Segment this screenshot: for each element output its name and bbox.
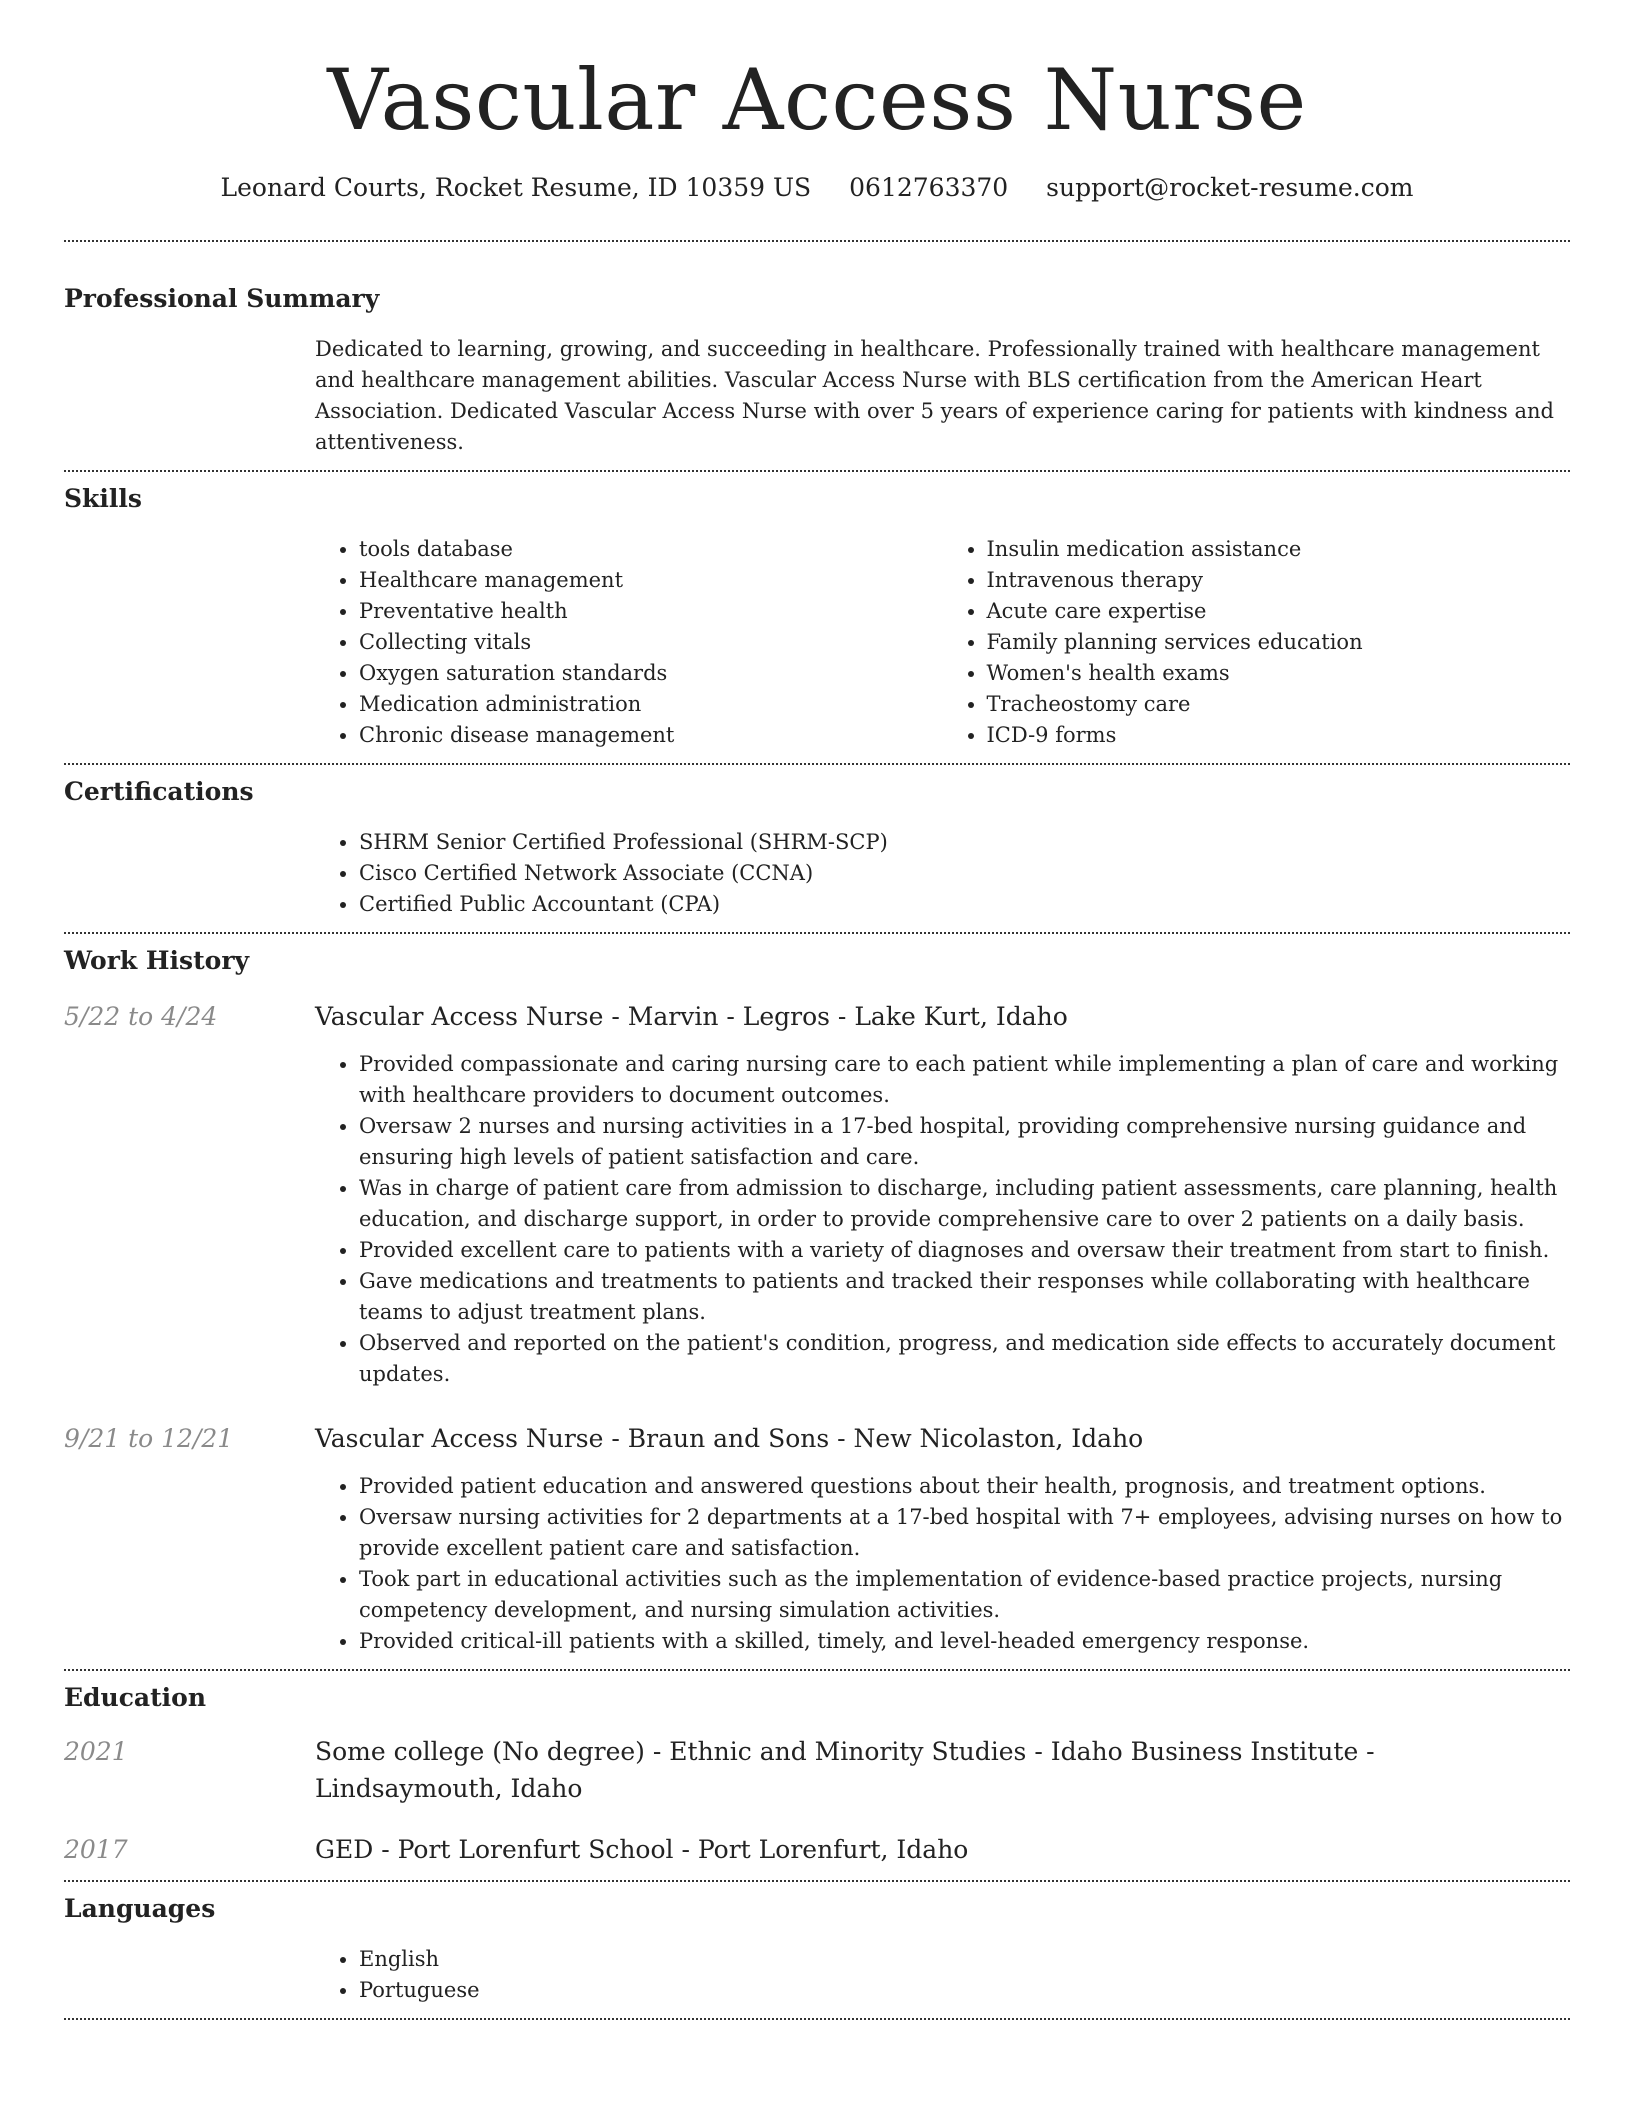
education-year: 2021	[64, 1737, 128, 1766]
job-bullet: • Gave medications and treatments to patients and tracked their responses while collaborating with healthcare teams to adjust treatment plans.	[359, 1266, 1570, 1328]
job-title: Vascular Access Nurse - Marvin - Legros - Lake Kurt, Idaho	[315, 1002, 1068, 1031]
job-bullet: • Provided patient education and answered questions about their health, prognosis, and treatment options.	[359, 1471, 1570, 1502]
skills-list-left	[315, 534, 943, 751]
skills-columns	[315, 534, 1570, 763]
job-bullets	[315, 1049, 1570, 1390]
languages-heading: Languages	[64, 1894, 216, 1923]
skill-item: • Healthcare management	[359, 565, 943, 596]
summary-heading: Professional Summary	[64, 284, 380, 313]
certification-item: • Cisco Certified Network Associate (CCNA)	[359, 858, 1570, 889]
contact-line	[64, 170, 1570, 206]
education-year: 2017	[64, 1835, 128, 1864]
skills-section	[64, 472, 1570, 763]
job-dates: 5/22 to 4/24	[64, 1002, 218, 1031]
education-entry	[64, 1733, 1570, 1807]
skills-heading: Skills	[64, 484, 142, 513]
job-details	[315, 998, 1570, 1390]
education-section	[64, 1671, 1570, 1880]
languages-section	[64, 1882, 1570, 2018]
contact-email: support@rocket-resume.com	[1046, 173, 1414, 202]
certifications-heading: Certifications	[64, 777, 254, 806]
resume-title: Vascular Access Nurse	[327, 51, 1307, 149]
skill-item: • Acute care expertise	[987, 596, 1571, 627]
skill-item: • Chronic disease management	[359, 720, 943, 751]
job-bullet: • Provided critical-ill patients with a skilled, timely, and level-headed emergency response.	[359, 1626, 1570, 1657]
job-bullet: • Took part in educational activities such as the implementation of evidence-based practice projects, nursing competency development, and nursing simulation activities.	[359, 1564, 1570, 1626]
skill-item: • tools database	[359, 534, 943, 565]
language-item: • English	[359, 1944, 1570, 1975]
languages-list	[315, 1944, 1570, 2006]
certification-item: • SHRM Senior Certified Professional (SHRM-SCP)	[359, 827, 1570, 858]
skill-item: • Family planning services education	[987, 627, 1571, 658]
job-bullets	[315, 1471, 1570, 1657]
certification-item: • Certified Public Accountant (CPA)	[359, 889, 1570, 920]
job-dates: 9/21 to 12/21	[64, 1424, 234, 1453]
work-history-heading: Work History	[64, 946, 250, 975]
skill-item: • ICD-9 forms	[987, 720, 1571, 751]
languages-body	[315, 1944, 1570, 2018]
work-history-section	[64, 934, 1570, 1669]
education-entry	[64, 1831, 1570, 1880]
summary-text: Dedicated to learning, growing, and succeeding in healthcare. Professionally trained with healthcare management and healthcare management abilities. Vascular Access Nurse with BLS certification from the American Heart Association. Dedicated Vascular Access Nurse with over 5 years of experience caring for patients with kindness and attentiveness.	[315, 337, 1554, 454]
certifications-section	[64, 765, 1570, 932]
skill-item: • Oxygen saturation standards	[359, 658, 943, 689]
language-item: • Portuguese	[359, 1975, 1570, 2006]
job-bullet: • Oversaw nursing activities for 2 departments at a 17-bed hospital with 7+ employees, advising nurses on how to provide excellent patient care and satisfaction.	[359, 1502, 1570, 1564]
skill-item: • Medication administration	[359, 689, 943, 720]
contact-address: Leonard Courts, Rocket Resume, ID 10359 US	[220, 173, 812, 202]
resume-page	[64, 0, 1570, 2020]
job-bullet: • Provided compassionate and caring nursing care to each patient while implementing a plan of care and working with healthcare providers to document outcomes.	[359, 1049, 1570, 1111]
job-entry	[64, 998, 1570, 1390]
skill-item: • Collecting vitals	[359, 627, 943, 658]
section-divider	[64, 2018, 1570, 2020]
job-title: Vascular Access Nurse - Braun and Sons - New Nicolaston, Idaho	[315, 1424, 1144, 1453]
education-heading: Education	[64, 1683, 207, 1712]
education-details: Some college (No degree) - Ethnic and Minority Studies - Idaho Business Institute - Lindsaymouth, Idaho	[315, 1737, 1375, 1803]
job-bullet: • Was in charge of patient care from admission to discharge, including patient assessments, care planning, health education, and discharge support, in order to provide comprehensive care to over 2 patients on a daily basis.	[359, 1173, 1570, 1235]
summary-section	[64, 242, 1570, 470]
job-bullet: • Observed and reported on the patient's condition, progress, and medication side effects to accurately document updates.	[359, 1328, 1570, 1390]
job-entry	[64, 1420, 1570, 1669]
education-details: GED - Port Lorenfurt School - Port Lorenfurt, Idaho	[315, 1835, 969, 1864]
contact-phone: 0612763370	[849, 173, 1009, 202]
job-bullet: • Provided excellent care to patients with a variety of diagnoses and oversaw their treatment from start to finish.	[359, 1235, 1570, 1266]
skill-item: • Intravenous therapy	[987, 565, 1571, 596]
skill-item: • Preventative health	[359, 596, 943, 627]
skill-item: • Women's health exams	[987, 658, 1571, 689]
skill-item: • Insulin medication assistance	[987, 534, 1571, 565]
skill-item: • Tracheostomy care	[987, 689, 1571, 720]
skills-list-right	[943, 534, 1571, 751]
job-details	[315, 1420, 1570, 1657]
certifications-body	[315, 827, 1570, 932]
certifications-list	[315, 827, 1570, 920]
job-bullet: • Oversaw 2 nurses and nursing activities in a 17-bed hospital, providing comprehensive nursing guidance and ensuring high levels of patient satisfaction and care.	[359, 1111, 1570, 1173]
